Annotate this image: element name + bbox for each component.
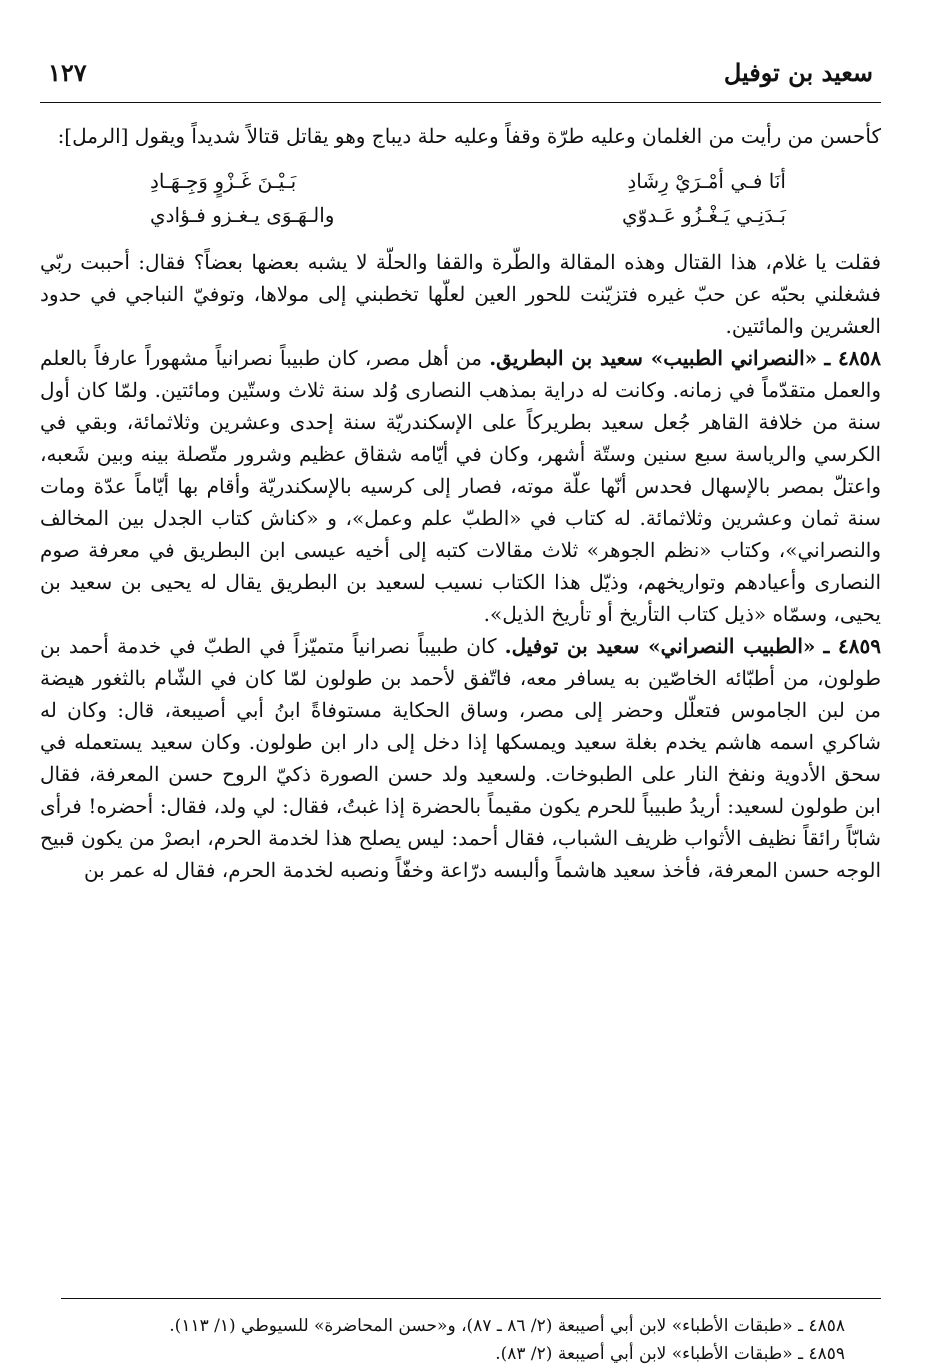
poem-hemistich: والـهَـوَى يـغـزو فـؤادي — [150, 203, 335, 227]
main-text — [40, 120, 881, 886]
page-number: ١٢٧ — [48, 58, 87, 87]
poem-hemistich: بَـيْـنَ غَـزْوٍ وَجِـهَـادِ — [150, 169, 297, 193]
entry-text: من أهل مصر، كان طبيباً نصرانياً مشهوراً عارفاً بالعلم والعمل متقدّماً في زمانه. وكانت له دراية بمذهب النصارى وُلد سنة ثلاث وستّين ومائتين. ولمّا كان أول سنة من خلافة القاهر جُعل سعيد بطريركاً على الإسكندريّة سنة إحدى وعشرين وثلاثمائة، وبقي في الكرسي والرياسة سبع سنين وستّة أشهر، وكان في أيّامه شقاق عظيم وشرور متّصلة بينه وبين شَعبه، واعتلّ بمصر بالإسهال فحدس أنّها علّة موته، فصار إلى كرسيه بالإسكندريّة وأقام بها أيّاماً عدّة ومات سنة ثمان وعشرين وثلاثمائة. له كتاب في «الطبّ علم وعمل»، و «كناش كتاب الجدل بين المخالف والنصراني»، وكتاب «نظم الجوهر» ثلاث مقالات كتبه إلى أخيه عيسى ابن البطريق في معرفة صوم النصارى وأعيادهم وتواريخهم، وذيّل هذا الكتاب نسيب لسعيد بن البطريق يقال له يحيى بن سعيد بن يحيى، وسمّاه «ذيل كتاب التأريخ أو تأريخ الذيل». — [40, 346, 881, 626]
entry-heading: «الطبيب النصراني» سعيد بن توفيل. — [504, 634, 816, 658]
paragraph: كأحسن من رأيت من الغلمان وعليه طرّة وقفاً وعليه حلة ديباج وهو يقاتل قتالاً شديداً ويقول [الرمل]: — [57, 124, 881, 148]
header-rule — [40, 102, 881, 103]
running-title: سعيد بن توفيل — [723, 58, 873, 87]
footnote-rule — [61, 1298, 881, 1299]
entry-number: ٤٨٥٩ ـ — [823, 634, 882, 658]
entry-heading: «النصراني الطبيب» سعيد بن البطريق. — [489, 346, 818, 370]
entry-4858 — [40, 342, 881, 630]
poem-line — [150, 164, 786, 198]
poem-hemistich: أنَا فـي أمْـرَيْ رِشَادِ — [627, 169, 786, 193]
entry-number: ٤٨٥٨ ـ — [824, 346, 882, 370]
poem — [150, 164, 786, 232]
paragraph: فقلت يا غلام، هذا القتال وهذه المقالة والطّرة والقفا والحلّة لا يشبه بعضها بعضاً؟ فقال: أحببت ربّي فشغلني بحبّه عن حبّ غيره فتزيّنت للحور العين لعلّها تخطبني إلى مولاها، وتوفيّ النباجي في حدود العشرين والمائتين. — [40, 250, 881, 338]
footnotes — [40, 1312, 881, 1368]
footnote: ٤٨٥٨ ـ «طبقات الأطباء» لابن أبي أصيبعة (٢/ ٨٦ ـ ٨٧)، و«حسن المحاضرة» للسيوطي (١/ ١١٣). — [169, 1316, 845, 1336]
book-page — [40, 50, 882, 1364]
entry-text: كان طبيباً نصرانياً متميّزاً في الطبّ في خدمة أحمد بن طولون، من أطبّائه الخاصّين به يسافر معه، فاتّفق لأحمد بن طولون لمّا كان في الشّام بالثغور هيضة من لبن الجاموس فتعلّل وحضر إلى مصر، وساق الحكاية مستوفاةً ابنُ أبي أصيبعة، قال: وكان له شاكري اسمه هاشم يخدم بغلة سعيد ويمسكها إذا دخل إلى دار ابن طولون. وكان سعيد يستعمله في سحق الأدوية ونفخ النار على الطبوخات. ولسعيد ولد حسن الصورة ذكيّ الروح حسن المعرفة، فقال ابن طولون لسعيد: أريدُ طبيباً للحرم يكون مقيماً بالحضرة إذا غبتُ، فقال: لي ولد، فقال: أحضره! فرأى شابّاً رائقاً نظيف الأثواب ظريف الشباب، فقال أحمد: ليس يصلح هذا لخدمة الحرم، ابصرْ من يكون قبيح الوجه حسن المعرفة، فأخذ سعيد هاشماً وألبسه درّاعة وخفّاً ونصبه لخدمة الحرم، فقال له عمر بن — [40, 634, 881, 882]
poem-hemistich: بَـدَنِـي يَـغْـزُو عَـدوّي — [622, 203, 786, 227]
poem-line — [150, 198, 786, 232]
entry-4859 — [40, 630, 881, 886]
footnote: ٤٨٥٩ ـ «طبقات الأطباء» لابن أبي أصيبعة (٢/ ٨٣). — [495, 1344, 845, 1364]
page-header — [40, 58, 881, 98]
